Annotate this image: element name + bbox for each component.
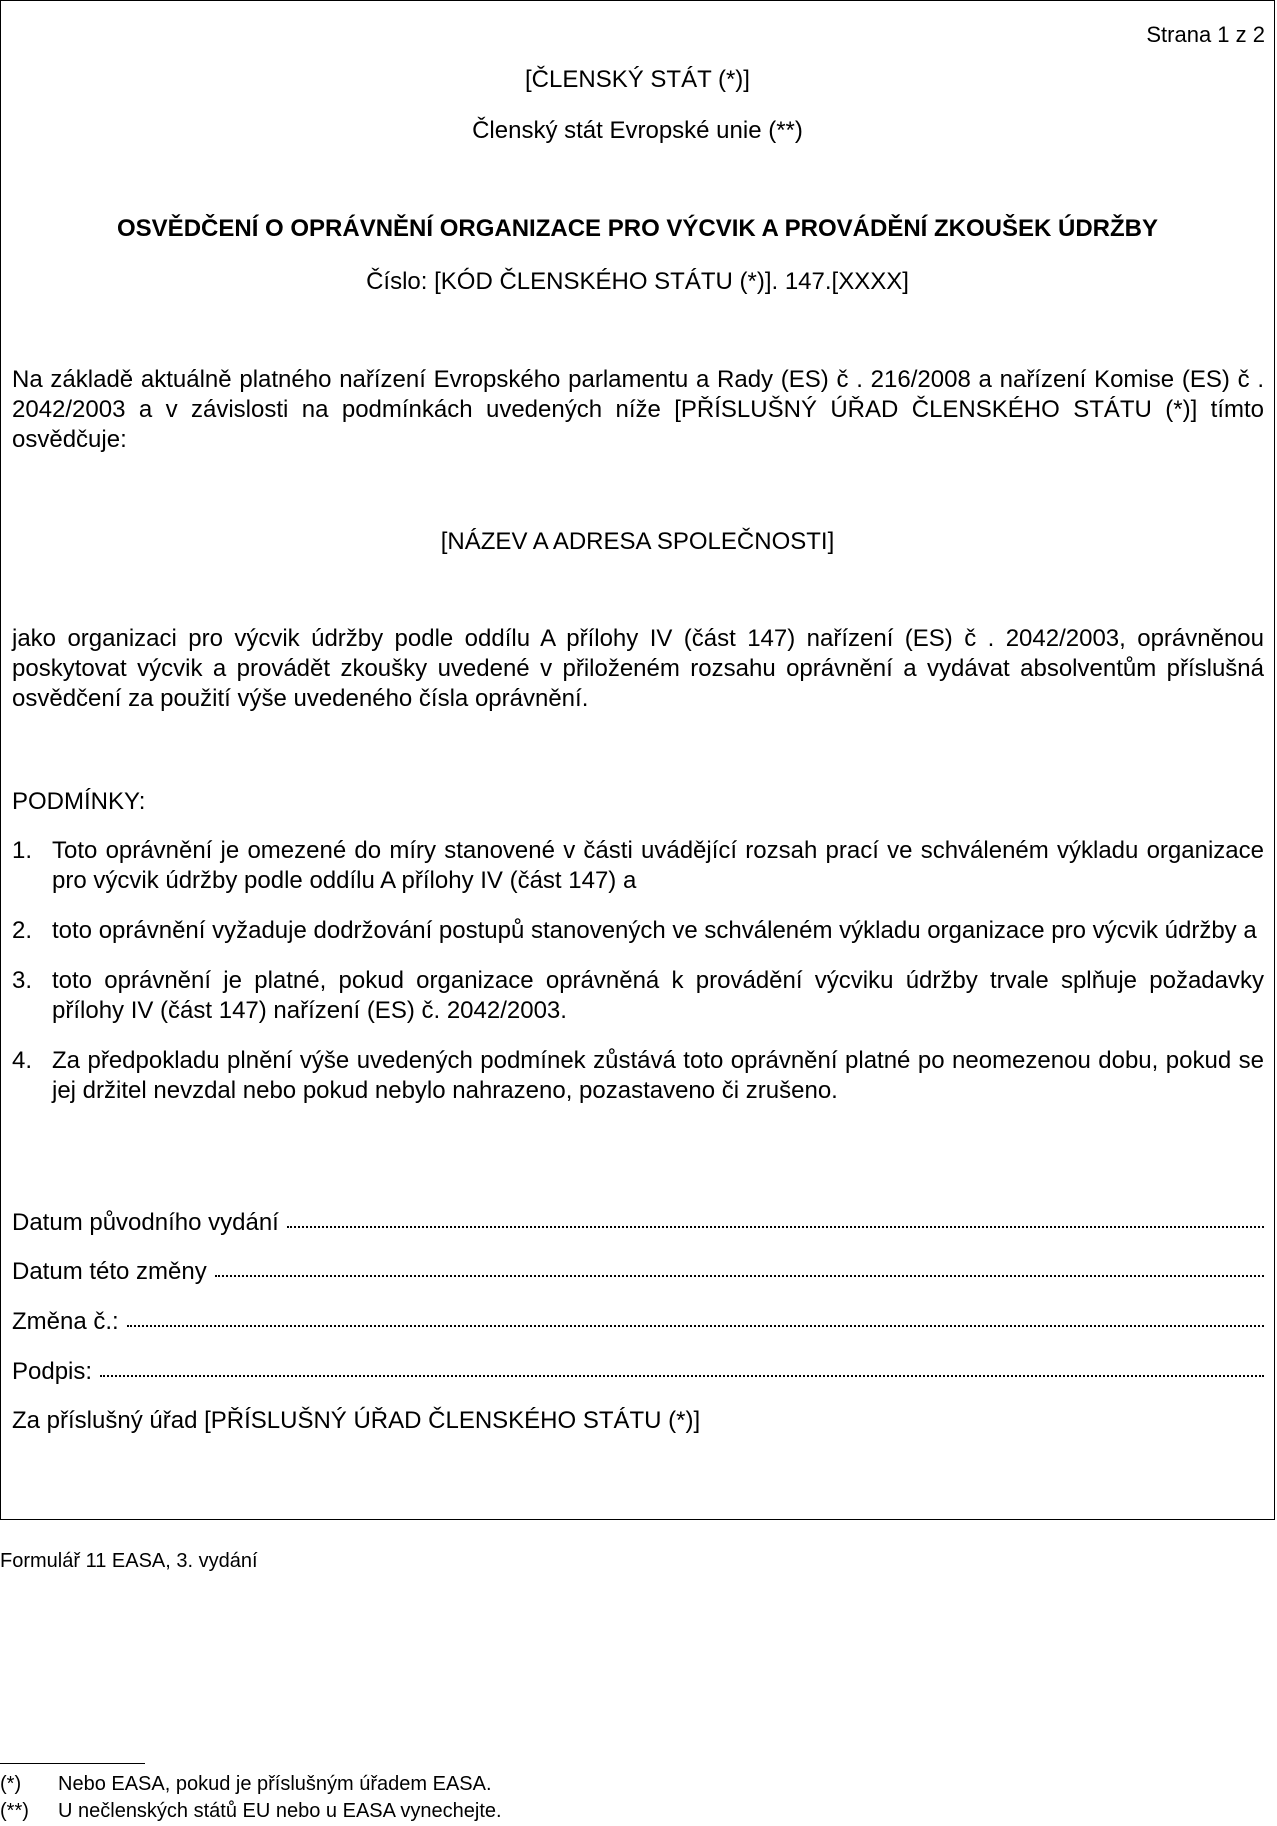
conditions-heading: PODMÍNKY: xyxy=(12,788,146,815)
change-number-field[interactable] xyxy=(12,1307,1264,1337)
page-number: Strana 1 z 2 xyxy=(1146,22,1265,47)
change-number-line[interactable] xyxy=(127,1305,1264,1327)
original-issue-date-field[interactable] xyxy=(12,1208,1264,1238)
condition-item xyxy=(12,916,1264,946)
member-state-heading: [ČLENSKÝ STÁT (*)] xyxy=(525,66,750,93)
form-identifier: Formulář 11 EASA, 3. vydání xyxy=(0,1550,258,1572)
certificate-number: Číslo: [KÓD ČLENSKÉHO STÁTU (*)]. 147.[XXXX] xyxy=(366,268,909,295)
signature-line[interactable] xyxy=(100,1355,1264,1377)
condition-number: 2. xyxy=(12,917,33,944)
certificate-title: OSVĚDČENÍ O OPRÁVNĚNÍ ORGANIZACE PRO VÝCVIK A PROVÁDĚNÍ ZKOUŠEK ÚDRŽBY xyxy=(117,215,1158,242)
condition-number: 3. xyxy=(12,967,33,994)
footnote-text: U nečlenských států EU nebo u EASA vynechejte. xyxy=(58,1800,502,1822)
footnote-mark: (**) xyxy=(0,1800,29,1822)
original-issue-date-label: Datum původního vydání xyxy=(12,1209,279,1236)
condition-item xyxy=(12,836,1264,896)
change-date-field[interactable] xyxy=(12,1257,1264,1287)
footnote-divider xyxy=(0,1763,145,1764)
condition-text: Toto oprávnění je omezené do míry stanovené v části uvádějící rozsah prací ve schváleném výkladu organizace pro výcvik údržby podle oddílu A přílohy IV (část 147) a xyxy=(52,837,1264,894)
footnote-2 xyxy=(0,1800,502,1823)
authority-line: Za příslušný úřad [PŘÍSLUŠNÝ ÚŘAD ČLENSKÉHO STÁTU (*)] xyxy=(12,1407,701,1434)
eu-member-state-heading: Členský stát Evropské unie (**) xyxy=(472,117,803,144)
footnote-1 xyxy=(0,1773,492,1796)
condition-text: toto oprávnění je platné, pokud organizace oprávněná k provádění výcviku údržby trvale splňuje požadavky přílohy IV (část 147) nařízení (ES) č. 2042/2003. xyxy=(52,967,1264,1024)
change-number-label: Změna č.: xyxy=(12,1308,119,1335)
condition-text: toto oprávnění vyžaduje dodržování postupů stanovených ve schváleném výkladu organizace pro výcvik údržby a xyxy=(52,917,1257,944)
condition-item xyxy=(12,1046,1264,1106)
change-date-label: Datum této změny xyxy=(12,1258,207,1285)
approval-paragraph: jako organizaci pro výcvik údržby podle oddílu A přílohy IV (část 147) nařízení (ES) č . 2042/2003, oprávněnou poskytovat výcvik a provádět zkoušky uvedené v přiloženém rozsahu oprávnění a vydávat absolventům příslušná osvědčení za použití výše uvedeného čísla oprávnění. xyxy=(12,625,1264,712)
company-name-address: [NÁZEV A ADRESA SPOLEČNOSTI] xyxy=(440,528,835,555)
footnote-mark: (*) xyxy=(0,1773,22,1795)
signature-label: Podpis: xyxy=(12,1358,93,1385)
change-date-line[interactable] xyxy=(215,1255,1264,1277)
condition-number: 4. xyxy=(12,1047,33,1074)
original-issue-date-line[interactable] xyxy=(287,1206,1264,1228)
condition-number: 1. xyxy=(12,837,33,864)
condition-item xyxy=(12,966,1264,1026)
condition-text: Za předpokladu plnění výše uvedených podmínek zůstává toto oprávnění platné po neomezenou dobu, pokud se jej držitel nevzdal nebo pokud nebylo nahrazeno, pozastaveno či zrušeno. xyxy=(52,1047,1264,1104)
intro-paragraph: Na základě aktuálně platného nařízení Evropského parlamentu a Rady (ES) č . 216/2008 a nařízení Komise (ES) č . 2042/2003 a v závislosti na podmínkách uvedených níže [PŘÍSLUŠNÝ ÚŘAD ČLENSKÉHO STÁTU (*)] tímto osvědčuje: xyxy=(12,366,1264,453)
conditions-list xyxy=(12,836,1264,1126)
signature-field[interactable] xyxy=(12,1357,1264,1387)
footnote-text: Nebo EASA, pokud je příslušným úřadem EASA. xyxy=(58,1773,492,1795)
